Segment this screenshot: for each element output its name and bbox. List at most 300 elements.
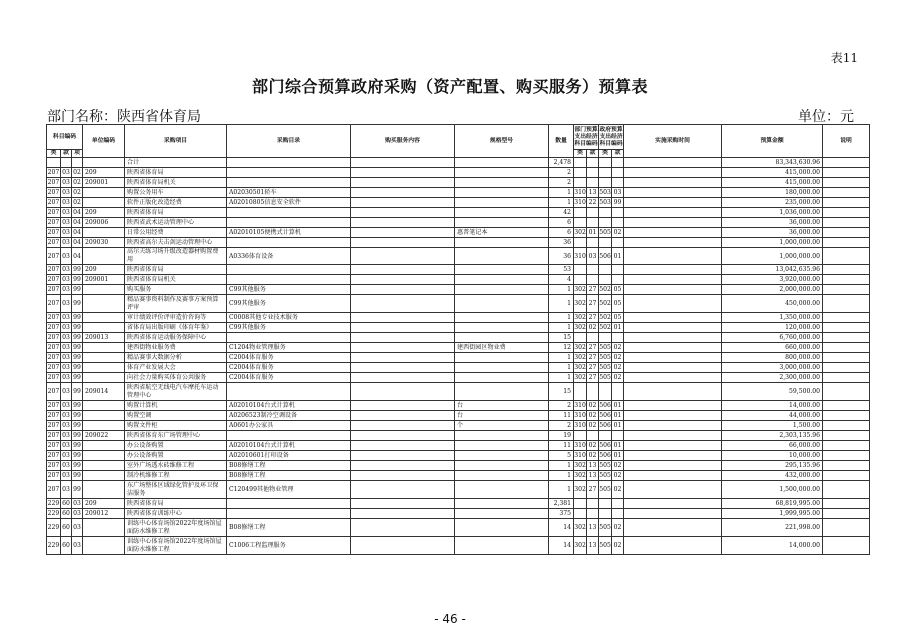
cell-lei: 207 [47, 364, 60, 371]
cell-unit-code [83, 373, 125, 383]
cell-note [823, 411, 870, 421]
cell-gov-kuan: 02 [612, 471, 624, 481]
cell-dept-kuan [587, 383, 599, 401]
cell-qty: 14 [549, 537, 574, 555]
cell-service [351, 451, 455, 461]
cell-catalog [227, 499, 351, 509]
table-row [47, 411, 870, 421]
cell-gov-lei [599, 499, 612, 509]
table-row [47, 285, 870, 295]
cell-xiang: 99 [73, 364, 81, 371]
cell-dept-lei: 310 [574, 189, 586, 196]
cell-kuan: 03 [62, 452, 70, 459]
cell-unit-code [83, 158, 125, 168]
cell-lei: 207 [47, 462, 60, 469]
cell-dept-kuan: 22 [587, 198, 599, 208]
cell-note [823, 238, 870, 248]
cell-unit-code [83, 441, 125, 451]
cell-service [351, 208, 455, 218]
header-dept-econ: 部门预算支出经济科目编码 [574, 125, 599, 150]
cell-gov-lei: 502 [599, 295, 612, 313]
cell-dept-kuan: 27 [587, 343, 599, 353]
page-title: 部门综合预算政府采购（资产配置、购买服务）预算表 [251, 77, 648, 96]
cell-dept-kuan: 01 [587, 228, 599, 238]
cell-lei: 207 [47, 229, 60, 236]
cell-kuan: 03 [62, 364, 70, 371]
cell-kuan: 60 [61, 519, 72, 537]
cell-gov-lei [599, 509, 612, 519]
cell-qty: 1 [549, 471, 574, 481]
cell-dept-kuan: 13 [587, 537, 599, 555]
cell-kuan: 03 [61, 481, 72, 499]
cell-xiang: 03 [73, 510, 81, 517]
cell-gov-kuan [612, 168, 624, 178]
cell-project: 陕西省体育运动服务保障中心 [125, 333, 227, 343]
cell-service [351, 401, 455, 411]
cell-unit-code [83, 353, 125, 363]
cell-xiang: 04 [72, 248, 83, 265]
cell-note [823, 383, 870, 401]
cell-spec [455, 313, 549, 323]
cell-project: 购置文件柜 [125, 421, 227, 431]
cell-qty: 36 [549, 238, 574, 248]
cell-time [624, 158, 722, 168]
cell-catalog: C2004体育服务 [227, 363, 351, 373]
cell-lei: 207 [47, 324, 60, 331]
cell-qty: 1 [549, 323, 574, 333]
cell-time [624, 451, 722, 461]
cell-xiang: 99 [73, 462, 81, 469]
cell-amount: 120,000.00 [722, 323, 823, 333]
table-row [47, 238, 870, 248]
cell-gov-kuan [612, 238, 624, 248]
header-unit-code: 单位编码 [83, 125, 125, 158]
cell-catalog: A0336体育设备 [227, 248, 351, 265]
cell-service [351, 188, 455, 198]
cell-xiang: 04 [73, 229, 81, 236]
cell-time [624, 373, 722, 383]
cell-catalog [227, 238, 351, 248]
table-row [47, 313, 870, 323]
cell-note [823, 228, 870, 238]
table-row [47, 537, 870, 555]
table-row [47, 509, 870, 519]
header-gov-lei: 类 [599, 150, 612, 158]
cell-qty: 2 [549, 178, 574, 188]
cell-note [823, 499, 870, 509]
unit-label: 单位：元 [798, 109, 854, 125]
cell-gov-kuan: 02 [612, 519, 624, 537]
cell-catalog [227, 383, 351, 401]
cell-qty: 1 [549, 295, 574, 313]
cell-lei: 207 [47, 219, 60, 226]
cell-gov-kuan: 02 [612, 461, 624, 471]
cell-project: 陕西省体育局 [125, 499, 227, 509]
cell-project: 精品赛事大数据分析 [125, 353, 227, 363]
cell-spec [455, 519, 549, 537]
cell-project: 省体育局出版印刷《体育年鉴》 [125, 323, 227, 333]
cell-dept-lei [574, 509, 587, 519]
table-row [47, 451, 870, 461]
table-row [47, 461, 870, 471]
cell-qty: 2,381 [549, 499, 574, 509]
cell-dept-kuan: 27 [587, 295, 599, 313]
cell-dept-lei: 302 [574, 374, 586, 381]
cell-lei: 207 [47, 248, 61, 265]
table-row [47, 401, 870, 411]
cell-qty: 19 [549, 431, 574, 441]
cell-qty: 1 [549, 188, 574, 198]
cell-lei [47, 158, 61, 168]
cell-gov-lei [599, 208, 612, 218]
cell-xiang: 99 [73, 412, 81, 419]
cell-dept-lei: 310 [574, 199, 586, 206]
cell-note [823, 295, 870, 313]
cell-lei: 229 [47, 519, 61, 537]
cell-amount: 36,000.00 [722, 218, 823, 228]
cell-spec [455, 238, 549, 248]
cell-service [351, 228, 455, 238]
cell-gov-kuan [612, 158, 624, 168]
cell-dept-lei: 302 [574, 324, 586, 331]
cell-service [351, 313, 455, 323]
cell-xiang: 99 [73, 402, 81, 409]
cell-time [624, 248, 722, 265]
cell-xiang: 02 [73, 189, 81, 196]
cell-amount: 1,999,995.00 [722, 509, 823, 519]
cell-unit-code: 209 [83, 499, 125, 509]
cell-gov-kuan: 01 [612, 451, 624, 461]
cell-service [351, 353, 455, 363]
cell-amount: 3,000,000.00 [722, 363, 823, 373]
cell-gov-lei [599, 178, 612, 188]
cell-catalog [227, 275, 351, 285]
cell-dept-kuan: 02 [587, 451, 599, 461]
cell-catalog: A02010805信息安全软件 [227, 198, 351, 208]
cell-amount: 415,000.00 [722, 168, 823, 178]
cell-qty: 1 [549, 285, 574, 295]
cell-gov-lei [599, 218, 612, 228]
cell-unit-code [83, 188, 125, 198]
cell-amount: 432,000.00 [722, 471, 823, 481]
header-dept-kuan: 款 [587, 150, 599, 158]
cell-catalog: A02010104台式计算机 [227, 401, 351, 411]
cell-gov-kuan [612, 178, 624, 188]
cell-xiang: 99 [73, 354, 81, 361]
cell-project: 购置空调 [125, 411, 227, 421]
cell-xiang: 99 [73, 344, 81, 351]
cell-gov-lei [599, 383, 612, 401]
cell-catalog: C1006工程监理服务 [227, 537, 351, 555]
table-row [47, 519, 870, 537]
cell-catalog [227, 168, 351, 178]
cell-unit-code: 209022 [83, 431, 125, 441]
cell-project: 陕西省航空无线电汽车摩托车运动管理中心 [125, 383, 227, 401]
cell-lei: 207 [47, 412, 60, 419]
cell-lei: 207 [47, 383, 61, 401]
cell-gov-lei: 506 [599, 442, 611, 449]
table-row [47, 275, 870, 285]
cell-unit-code: 209 [83, 208, 125, 218]
cell-kuan: 03 [62, 334, 70, 341]
cell-time [624, 228, 722, 238]
cell-dept-lei [574, 499, 587, 509]
cell-amount: 1,036,000.00 [722, 208, 823, 218]
cell-catalog: B08修缮工程 [227, 471, 351, 481]
cell-project: 训练中心体育场馆2022年度场馆屋面防水维修工程 [125, 519, 227, 537]
cell-dept-kuan [587, 218, 599, 228]
cell-service [351, 499, 455, 509]
cell-gov-kuan [612, 431, 624, 441]
cell-unit-code: 209014 [83, 383, 125, 401]
cell-qty: 15 [549, 333, 574, 343]
cell-note [823, 275, 870, 285]
cell-kuan: 03 [62, 432, 70, 439]
cell-gov-lei: 505 [599, 374, 611, 381]
header-dept-lei: 类 [574, 150, 587, 158]
cell-unit-code [83, 481, 125, 499]
cell-dept-lei: 302 [574, 314, 586, 321]
cell-lei: 207 [47, 179, 60, 186]
cell-unit-code [83, 313, 125, 323]
cell-lei: 207 [47, 354, 60, 361]
cell-xiang: 03 [72, 537, 83, 555]
cell-unit-code [83, 228, 125, 238]
cell-gov-kuan: 01 [612, 248, 624, 265]
cell-gov-lei: 505 [599, 472, 611, 479]
cell-dept-lei: 310 [574, 412, 586, 419]
cell-gov-lei: 505 [599, 462, 611, 469]
cell-catalog: C99其他服务 [227, 295, 351, 313]
cell-project: 购置公务用车 [125, 188, 227, 198]
cell-note [823, 198, 870, 208]
cell-project: 陕西省体育局 [125, 265, 227, 275]
cell-unit-code: 209 [83, 168, 125, 178]
cell-lei: 207 [47, 286, 60, 293]
cell-qty: 6 [549, 218, 574, 228]
cell-amount: 13,042,635.96 [722, 265, 823, 275]
cell-dept-lei [574, 383, 587, 401]
cell-project: 陕西省体育东广场管理中心 [125, 431, 227, 441]
cell-note [823, 178, 870, 188]
cell-unit-code: 209006 [83, 218, 125, 228]
header-lei: 类 [47, 150, 61, 158]
cell-spec [455, 188, 549, 198]
cell-dept-lei: 302 [574, 364, 586, 371]
cell-gov-kuan [612, 509, 624, 519]
cell-kuan: 03 [62, 472, 70, 479]
cell-time [624, 218, 722, 228]
cell-project: 高尔夫练习场升级改造器材购置费用 [125, 248, 227, 265]
cell-time [624, 509, 722, 519]
table-number-label: 表11 [830, 51, 858, 65]
cell-spec [455, 285, 549, 295]
cell-xiang: 99 [73, 266, 81, 273]
cell-kuan: 03 [62, 286, 70, 293]
cell-note [823, 401, 870, 411]
table-row [47, 323, 870, 333]
header-project: 采购项目 [125, 125, 227, 158]
cell-catalog: B08修缮工程 [227, 461, 351, 471]
cell-kuan: 60 [62, 500, 70, 507]
cell-gov-lei: 505 [599, 364, 611, 371]
cell-note [823, 471, 870, 481]
cell-dept-kuan [587, 499, 599, 509]
cell-unit-code [83, 451, 125, 461]
cell-amount: 1,000,000.00 [722, 238, 823, 248]
cell-note [823, 431, 870, 441]
cell-xiang: 99 [73, 452, 81, 459]
cell-time [624, 519, 722, 537]
cell-kuan: 03 [62, 324, 70, 331]
cell-qty: 1 [549, 313, 574, 323]
cell-xiang: 04 [73, 209, 81, 216]
cell-gov-kuan: 02 [612, 343, 624, 353]
cell-note [823, 343, 870, 353]
cell-spec [455, 471, 549, 481]
cell-gov-lei: 506 [599, 452, 611, 459]
cell-xiang: 99 [73, 324, 81, 331]
cell-dept-lei: 310 [574, 422, 586, 429]
cell-gov-lei: 506 [599, 422, 611, 429]
cell-spec [455, 295, 549, 313]
cell-project: 东广场整体区域绿化管护及环卫保洁服务 [125, 481, 227, 499]
cell-project: 日常公用经费 [125, 228, 227, 238]
cell-qty: 2 [549, 421, 574, 431]
cell-amount: 6,760,000.00 [722, 333, 823, 343]
cell-spec [455, 363, 549, 373]
cell-gov-lei: 505 [599, 229, 611, 236]
cell-time [624, 441, 722, 451]
cell-gov-kuan: 02 [612, 481, 624, 499]
cell-note [823, 461, 870, 471]
cell-xiang: 04 [73, 239, 81, 246]
cell-catalog: A02010601打印设备 [227, 451, 351, 461]
cell-catalog [227, 265, 351, 275]
cell-lei: 207 [47, 344, 60, 351]
cell-service [351, 481, 455, 499]
cell-catalog: A02010105便携式计算机 [227, 228, 351, 238]
cell-dept-lei: 302 [574, 472, 586, 479]
cell-unit-code: 209030 [83, 238, 125, 248]
cell-dept-lei [574, 275, 587, 285]
cell-unit-code [83, 363, 125, 373]
header-subject-code: 科目编码 [47, 125, 83, 150]
cell-gov-lei [599, 158, 612, 168]
cell-catalog: A0601办公家具 [227, 421, 351, 431]
cell-unit-code [83, 295, 125, 313]
cell-project: 陕西省体育局 [125, 208, 227, 218]
cell-service [351, 265, 455, 275]
cell-spec [455, 218, 549, 228]
header-gov-kuan: 款 [612, 150, 624, 158]
cell-xiang: 03 [72, 519, 83, 537]
cell-amount: 36,000.00 [722, 228, 823, 238]
table-row [47, 383, 870, 401]
cell-time [624, 537, 722, 555]
cell-dept-lei: 310 [574, 402, 586, 409]
cell-dept-kuan: 02 [587, 421, 599, 431]
cell-dept-kuan [587, 509, 599, 519]
cell-xiang: 99 [73, 432, 81, 439]
cell-note [823, 188, 870, 198]
cell-unit-code [83, 537, 125, 555]
cell-gov-lei [599, 168, 612, 178]
cell-dept-lei [574, 158, 587, 168]
header-kuan: 款 [61, 150, 72, 158]
cell-qty: 11 [549, 441, 574, 451]
cell-gov-kuan: 01 [612, 401, 624, 411]
cell-project: 建西街物业服务费 [125, 343, 227, 353]
cell-service [351, 509, 455, 519]
cell-lei: 207 [47, 169, 60, 176]
cell-service [351, 168, 455, 178]
cell-dept-lei: 302 [574, 481, 587, 499]
cell-service [351, 383, 455, 401]
cell-qty: 42 [549, 208, 574, 218]
cell-project: 办公设备购置 [125, 451, 227, 461]
cell-dept-kuan [587, 275, 599, 285]
cell-dept-kuan [587, 431, 599, 441]
header-gov-econ: 政府预算支出经济科目编码 [599, 125, 624, 150]
cell-time [624, 461, 722, 471]
cell-lei: 229 [47, 500, 60, 507]
cell-qty: 1 [549, 353, 574, 363]
cell-service [351, 343, 455, 353]
cell-gov-kuan [612, 275, 624, 285]
cell-unit-code [83, 471, 125, 481]
cell-gov-lei [599, 431, 612, 441]
cell-gov-lei: 502 [599, 286, 611, 293]
cell-qty: 1 [549, 461, 574, 471]
cell-dept-lei: 302 [574, 229, 586, 236]
cell-lei: 207 [47, 481, 61, 499]
cell-dept-lei [574, 218, 587, 228]
cell-service [351, 323, 455, 333]
cell-unit-code: 209001 [83, 275, 125, 285]
cell-qty: 36 [549, 248, 574, 265]
cell-qty: 15 [549, 383, 574, 401]
cell-xiang: 99 [72, 383, 83, 401]
cell-kuan: 03 [62, 442, 70, 449]
cell-project: 制冷机维修工程 [125, 471, 227, 481]
cell-qty: 5 [549, 451, 574, 461]
cell-unit-code [83, 248, 125, 265]
header-time: 实施采购时间 [624, 125, 722, 158]
cell-time [624, 333, 722, 343]
cell-dept-lei: 302 [574, 344, 586, 351]
cell-dept-kuan [587, 158, 599, 168]
cell-time [624, 188, 722, 198]
cell-spec [455, 208, 549, 218]
cell-note [823, 158, 870, 168]
table-row [47, 248, 870, 265]
cell-lei: 207 [47, 209, 60, 216]
cell-dept-kuan: 27 [587, 363, 599, 373]
cell-kuan: 60 [61, 537, 72, 555]
cell-service [351, 238, 455, 248]
cell-dept-kuan: 27 [587, 353, 599, 363]
table-row [47, 295, 870, 313]
cell-lei: 207 [47, 334, 60, 341]
cell-service [351, 461, 455, 471]
cell-gov-kuan [612, 383, 624, 401]
cell-amount: 1,350,000.00 [722, 313, 823, 323]
cell-unit-code [83, 285, 125, 295]
cell-amount: 14,000.00 [722, 537, 823, 555]
cell-dept-lei [574, 178, 587, 188]
table-row [47, 431, 870, 441]
